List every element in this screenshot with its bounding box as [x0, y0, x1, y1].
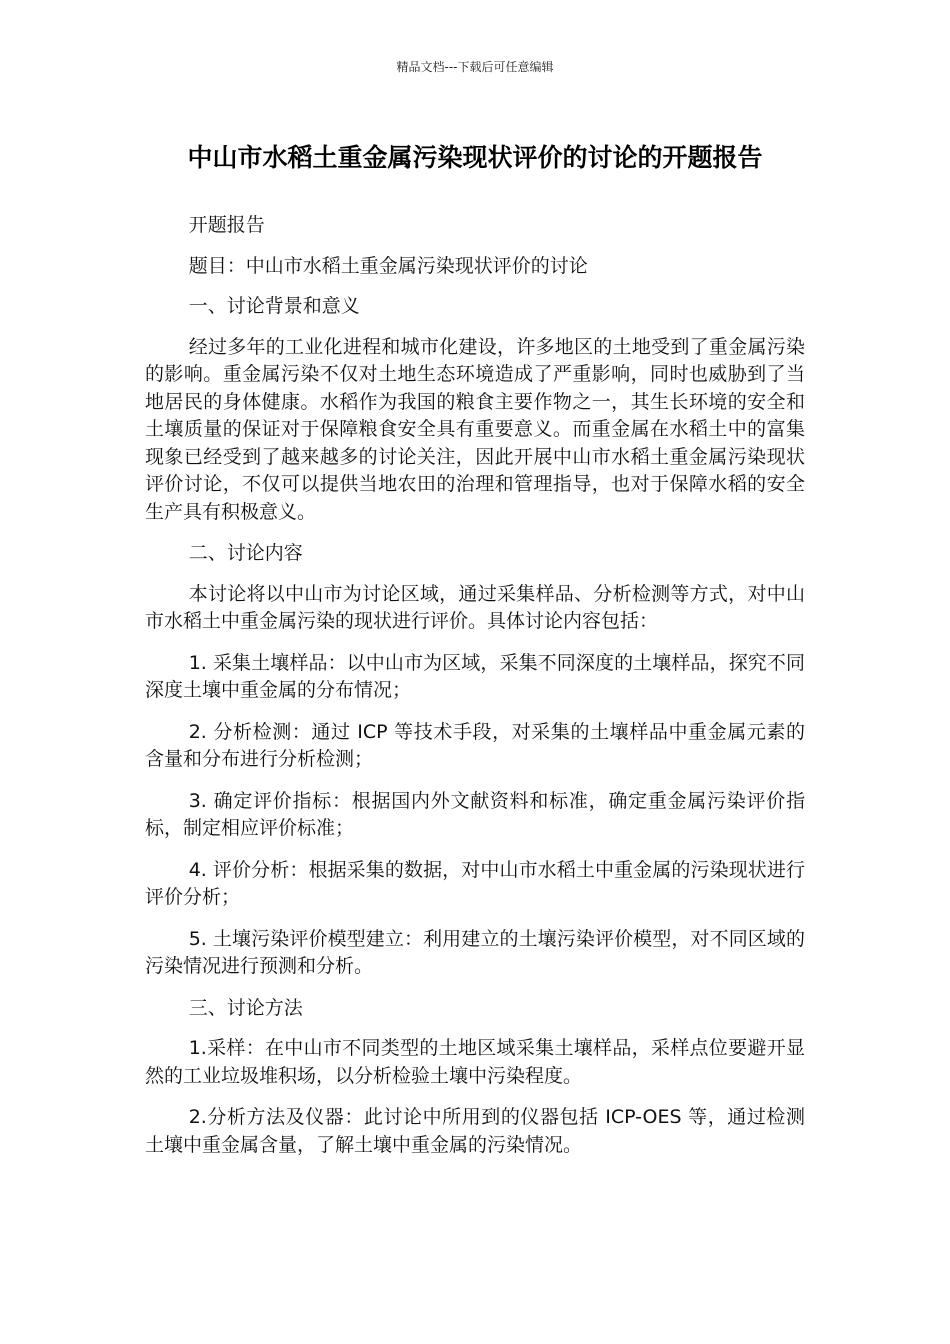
section-heading-methods: 三、讨论方法: [188, 996, 303, 1019]
report-label: 开题报告: [188, 214, 265, 236]
list-item-content-2: 2. 分析检测：通过 ICP 等技术手段，对采集的土壤样品中重金属元素的含量和分布进行分析检测；: [145, 720, 805, 770]
list-item-content-4: 4. 评价分析：根据采集的数据，对中山市水稻土中重金属的污染现状进行评价分析；: [145, 858, 805, 908]
list-item-method-1: 1.采样：在中山市不同类型的土地区域采集土壤样品，采样点位要避开显然的工业垃圾堆积场，以分析检验土壤中污染程度。: [145, 1037, 805, 1087]
list-item-method-2: 2.分析方法及仪器：此讨论中所用到的仪器包括 ICP-OES 等，通过检测土壤中重金属含量，了解土壤中重金属的污染情况。: [145, 1106, 805, 1156]
page-header: 精品文档---下载后可任意编辑: [396, 60, 554, 74]
list-item-content-3: 3. 确定评价指标：根据国内外文献资料和标准，确定重金属污染评价指标，制定相应评价标准；: [145, 789, 805, 839]
paragraph-background: 经过多年的工业化进程和城市化建设，许多地区的土地受到了重金属污染的影响。重金属污染不仅对土地生态环境造成了严重影响，同时也威胁到了当地居民的身体健康。水稻作为我国的粮食主要作物之一，其生长环境的安全和土壤质量的保证对于保障粮食安全具有重要意义。而重金属在水稻土中的富集现象已经受到了越来越多的讨论关注，因此开展中山市水稻土重金属污染现状评价讨论，不仅可以提供当地农田的治理和管理指导，也对于保障水稻的安全生产具有积极意义。: [145, 335, 805, 523]
document-body: [145, 212, 805, 1173]
topic-line: 题目：中山市水稻土重金属污染现状评价的讨论: [188, 254, 588, 277]
paragraph-content-intro: 本讨论将以中山市为讨论区域，通过采集样品、分析检测等方式，对中山市水稻土中重金属污染的现状进行评价。具体讨论内容包括：: [145, 582, 805, 632]
list-item-content-5: 5. 土壤污染评价模型建立：利用建立的土壤污染评价模型，对不同区域的污染情况进行预测和分析。: [145, 927, 805, 977]
section-heading-content: 二、讨论内容: [188, 542, 303, 564]
document-title: 中山市水稻土重金属污染现状评价的讨论的开题报告: [187, 143, 763, 172]
section-heading-background: 一、讨论背景和意义: [188, 295, 360, 317]
list-item-content-1: 1. 采集土壤样品：以中山市为区域，采集不同深度的土壤样品，探究不同深度土壤中重金属的分布情况；: [145, 651, 805, 701]
